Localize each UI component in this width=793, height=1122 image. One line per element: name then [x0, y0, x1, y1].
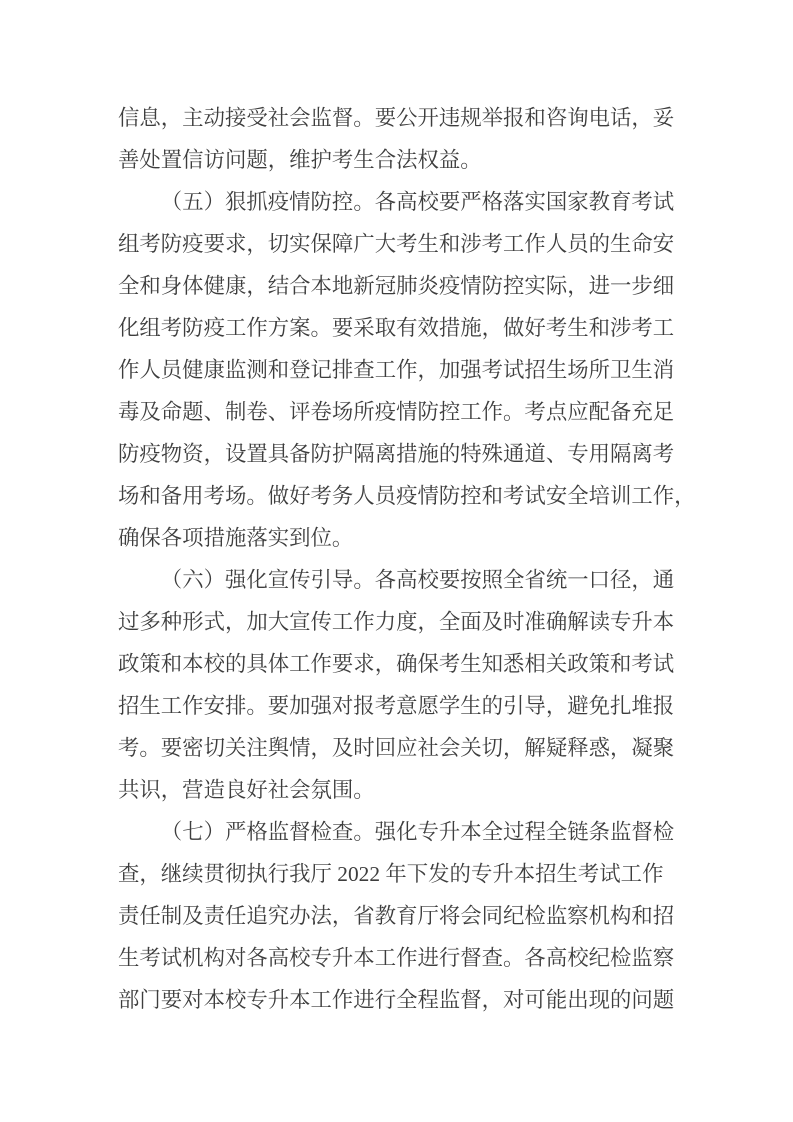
text-line: 查，继续贯彻执行我厅 2022 年下发的专升本招生考试工作 — [118, 862, 664, 886]
text-line: （五）狠抓疫情防控。各高校要严格落实国家教育考试 — [160, 190, 675, 214]
text-line: 作人员健康监测和登记排查工作，加强考试招生场所卫生消 — [118, 358, 675, 382]
paragraph-continuation — [118, 97, 675, 181]
text-line: 招生工作安排。要加强对报考意愿学生的引导，避免扎堆报 — [118, 694, 675, 718]
document-text-block — [118, 97, 696, 1021]
text-line: 考。要密切关注舆情，及时回应社会关切，解疑释惑，凝聚 — [118, 736, 675, 760]
text-line: （七）严格监督检查。强化专升本全过程全链条监督检 — [160, 820, 675, 844]
text-line: 确保各项措施落实到位。 — [118, 526, 354, 550]
paragraph-item-7 — [118, 811, 675, 1021]
paragraph-item-5 — [118, 181, 696, 559]
text-line: 共识，营造良好社会氛围。 — [118, 778, 375, 802]
text-line: 部门要对本校专升本工作进行全程监督，对可能出现的问题 — [118, 988, 675, 1012]
text-line: 防疫物资，设置具备防护隔离措施的特殊通道、专用隔离考 — [118, 442, 675, 466]
text-line: 场和备用考场。做好考务人员疫情防控和考试安全培训工作， — [118, 484, 696, 508]
text-line: 生考试机构对各高校专升本工作进行督查。各高校纪检监察 — [118, 946, 675, 970]
text-line: 责任制及责任追究办法，省教育厅将会同纪检监察机构和招 — [118, 904, 675, 928]
text-line: 全和身体健康，结合本地新冠肺炎疫情防控实际，进一步细 — [118, 274, 675, 298]
text-line: 过多种形式，加大宣传工作力度，全面及时准确解读专升本 — [118, 610, 675, 634]
text-line: 政策和本校的具体工作要求，确保考生知悉相关政策和考试 — [118, 652, 675, 676]
text-line: 善处置信访问题，维护考生合法权益。 — [118, 148, 482, 172]
text-line: 信息，主动接受社会监督。要公开违规举报和咨询电话，妥 — [118, 106, 675, 130]
paragraph-item-6 — [118, 559, 675, 811]
text-line: 毒及命题、制卷、评卷场所疫情防控工作。考点应配备充足 — [118, 400, 675, 424]
text-line: （六）强化宣传引导。各高校要按照全省统一口径，通 — [160, 568, 675, 592]
text-line: 组考防疫要求，切实保障广大考生和涉考工作人员的生命安 — [118, 232, 675, 256]
text-line: 化组考防疫工作方案。要采取有效措施，做好考生和涉考工 — [118, 316, 675, 340]
